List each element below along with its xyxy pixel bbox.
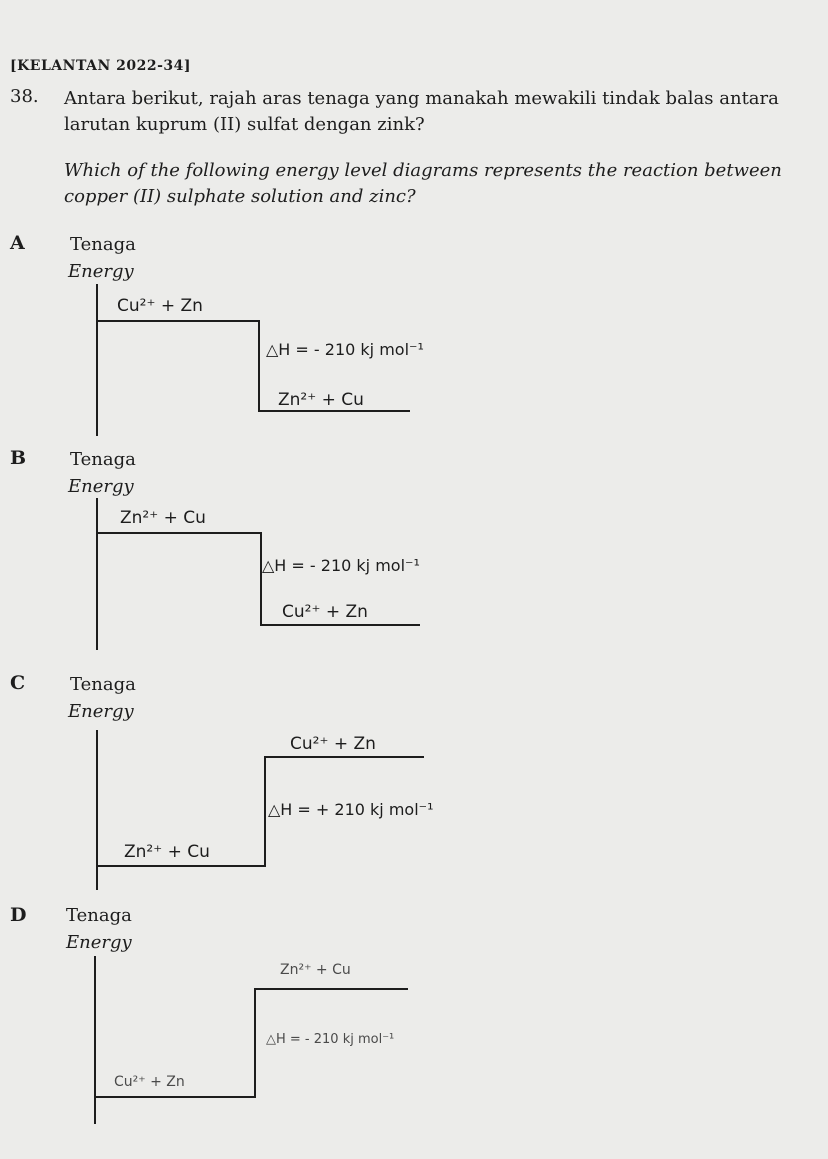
option-letter: D	[10, 904, 27, 926]
question-text-english: Which of the following energy level diagrams represents the reaction between copper (II) sulphate solution and zinc?	[64, 160, 782, 207]
axis-label-malay: Tenaga	[70, 674, 136, 695]
axis-label-malay: Tenaga	[70, 234, 136, 255]
lower-energy-level	[97, 865, 266, 867]
lower-energy-level	[95, 1096, 256, 1098]
axis-label-english: Energy	[68, 476, 134, 497]
axis-label-english: Energy	[68, 261, 134, 282]
question-number: 38.	[10, 86, 39, 107]
lower-energy-level	[258, 410, 410, 412]
upper-energy-level	[254, 988, 408, 990]
upper-level-label: Cu²⁺ + Zn	[117, 296, 203, 316]
energy-axis	[96, 498, 98, 650]
energy-axis	[96, 284, 98, 436]
axis-label-malay: Tenaga	[70, 449, 136, 470]
energy-rise-line	[254, 988, 256, 1098]
axis-label-english: Energy	[68, 701, 134, 722]
lower-level-label: Zn²⁺ + Cu	[278, 390, 364, 410]
upper-energy-level	[97, 532, 261, 534]
upper-energy-level	[97, 320, 259, 322]
energy-rise-line	[264, 756, 266, 866]
option-letter: A	[10, 232, 25, 254]
upper-level-label: Zn²⁺ + Cu	[280, 962, 351, 978]
upper-energy-level	[264, 756, 424, 758]
axis-label-english: Energy	[66, 932, 132, 953]
delta-h-label: △H = - 210 kj mol⁻¹	[266, 1032, 395, 1047]
lower-energy-level	[260, 624, 420, 626]
lower-level-label: Zn²⁺ + Cu	[124, 842, 210, 862]
lower-level-label: Cu²⁺ + Zn	[114, 1074, 185, 1090]
delta-h-label: △H = - 210 kj mol⁻¹	[266, 340, 424, 359]
axis-label-malay: Tenaga	[66, 905, 132, 926]
option-letter: C	[10, 672, 26, 694]
energy-drop-line	[260, 532, 262, 626]
question-text-malay: Antara berikut, rajah aras tenaga yang manakah mewakili tindak balas antara larutan kuprum (II) sulfat dengan zink?	[64, 88, 779, 135]
energy-drop-line	[258, 320, 260, 412]
upper-level-label: Cu²⁺ + Zn	[290, 734, 376, 754]
delta-h-label: △H = + 210 kj mol⁻¹	[268, 800, 434, 819]
delta-h-label: △H = - 210 kj mol⁻¹	[262, 556, 420, 575]
question-source: [KELANTAN 2022-34]	[10, 58, 192, 74]
energy-axis	[94, 956, 96, 1124]
upper-level-label: Zn²⁺ + Cu	[120, 508, 206, 528]
lower-level-label: Cu²⁺ + Zn	[282, 602, 368, 622]
option-letter: B	[10, 447, 27, 469]
